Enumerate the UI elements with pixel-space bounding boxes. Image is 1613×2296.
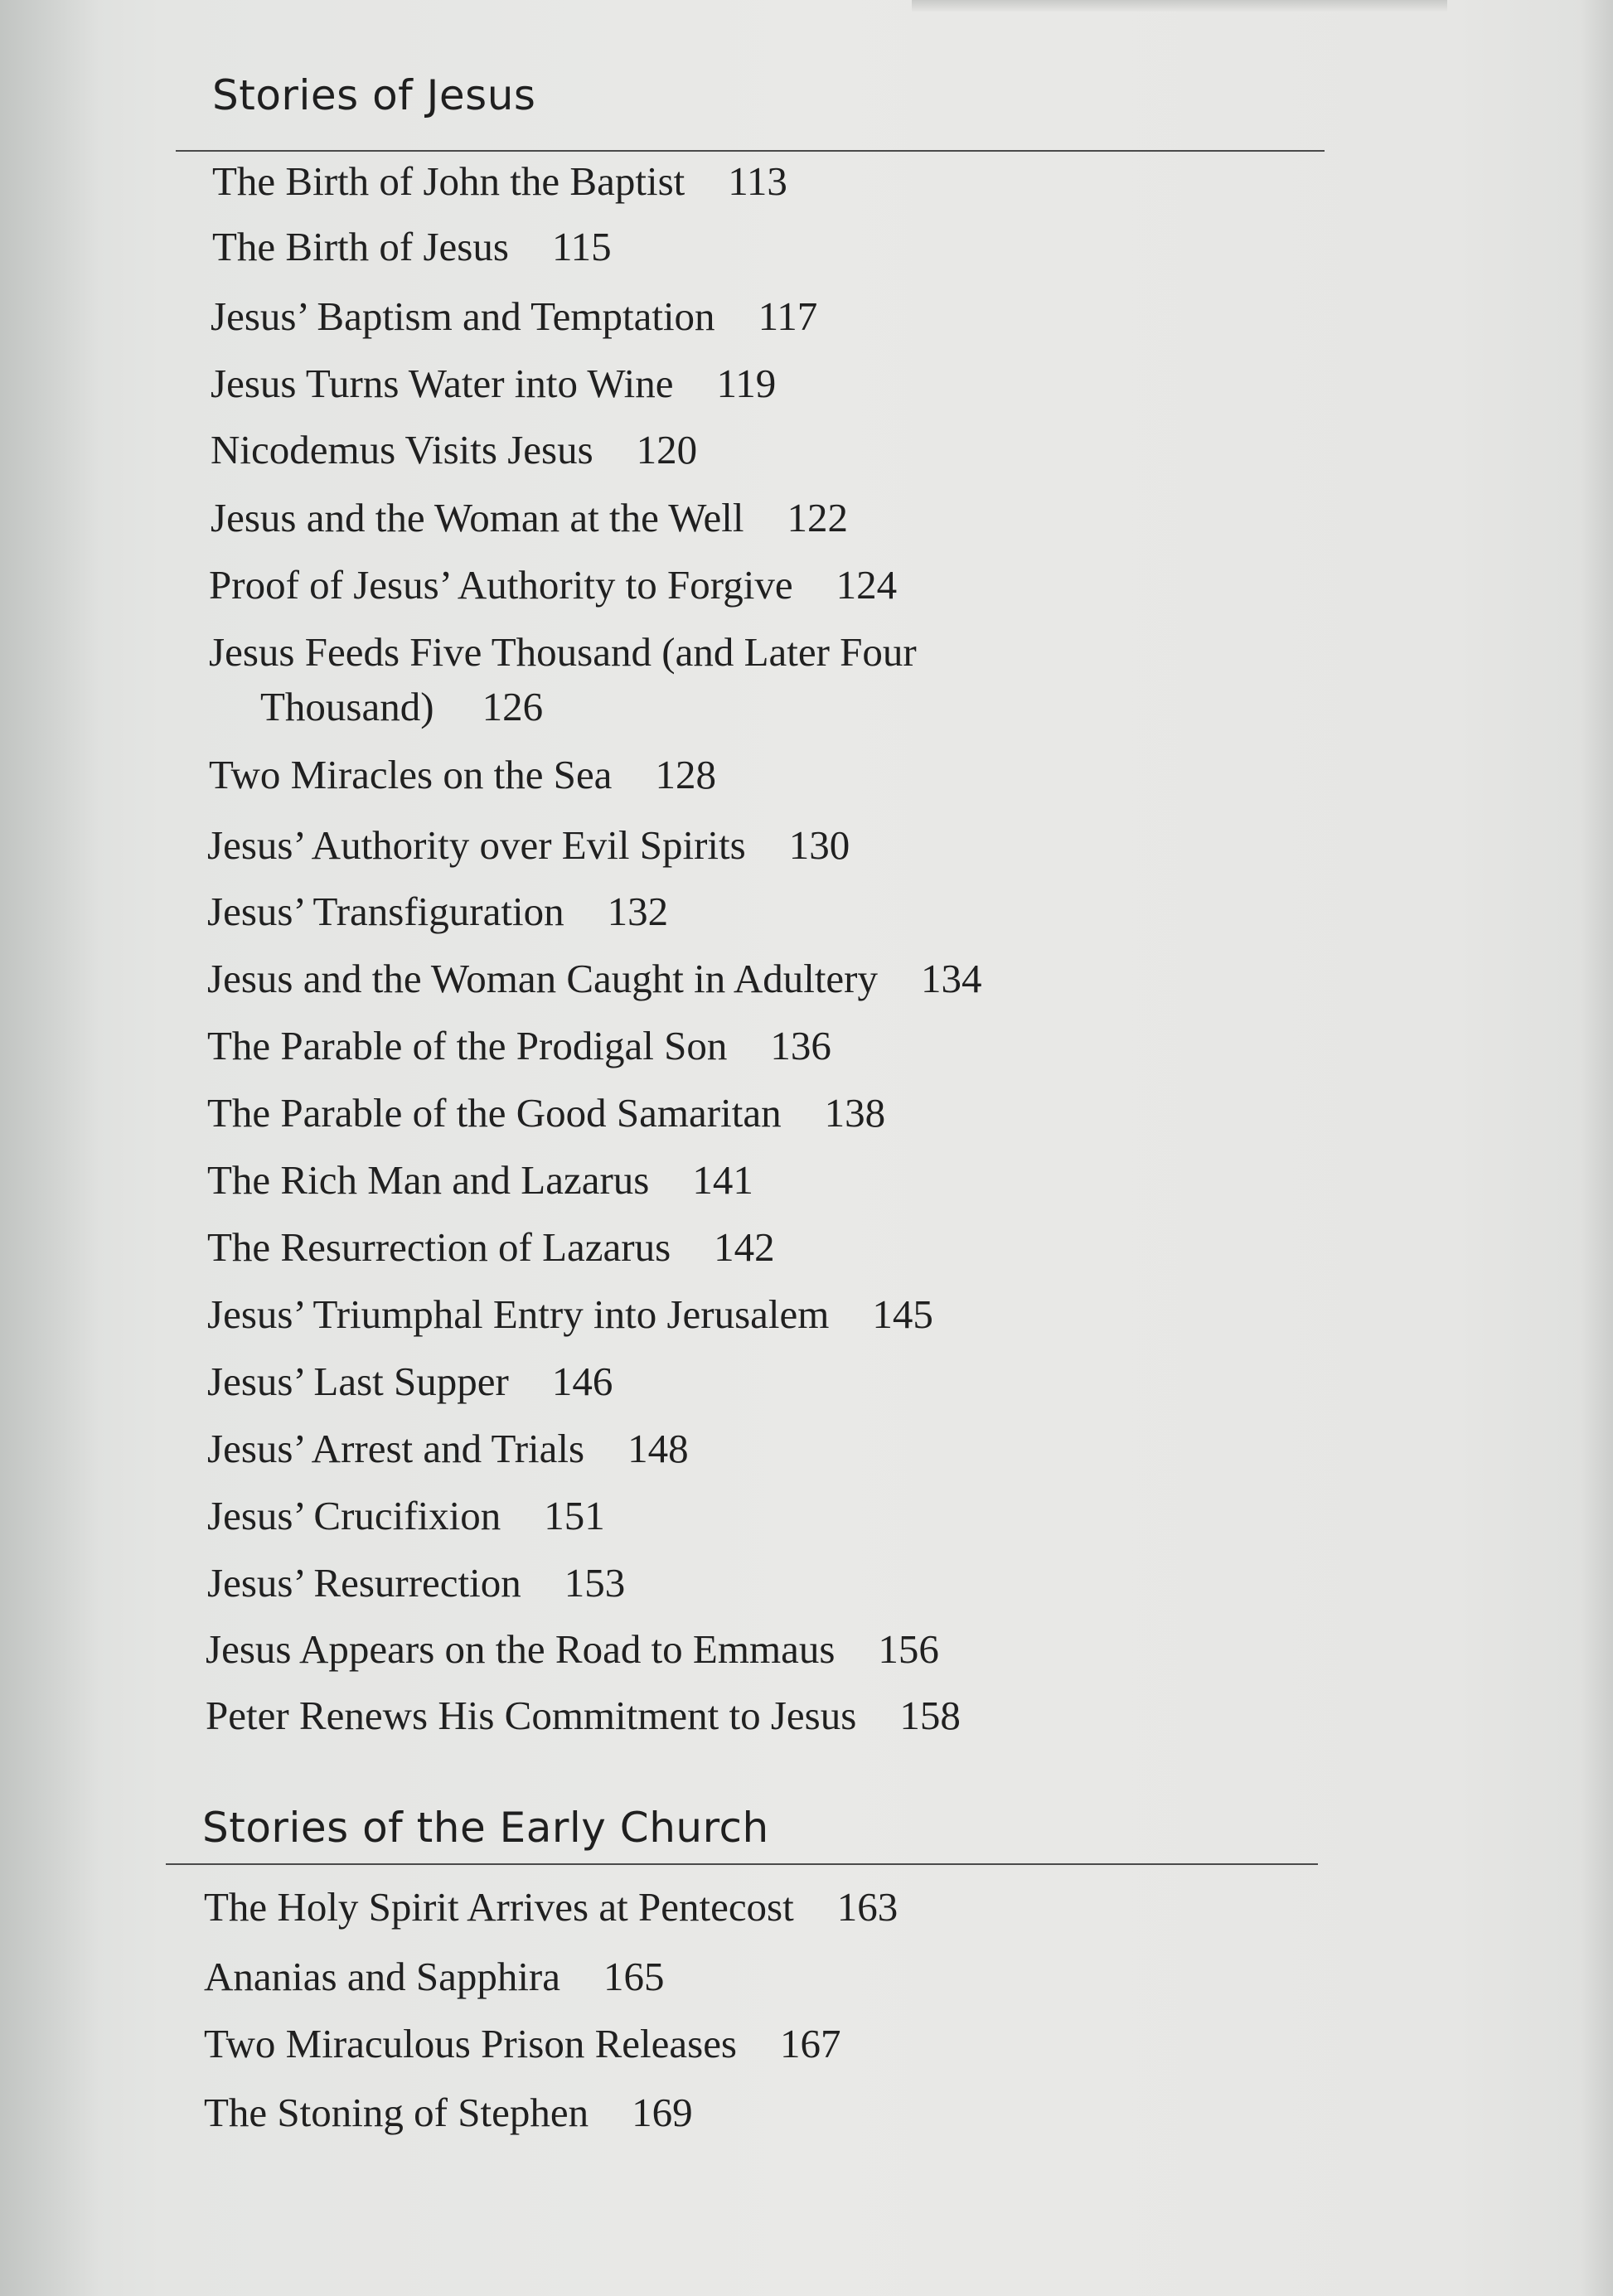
toc-entry-page: 120: [636, 427, 698, 472]
toc-entry: [209, 628, 917, 676]
toc-entry-title: The Resurrection of Lazarus: [207, 1224, 671, 1270]
toc-entry: [207, 1559, 625, 1606]
toc-entry-page: 163: [836, 1884, 899, 1930]
toc-entry-page: 165: [603, 1954, 665, 1999]
toc-entry: [204, 2020, 841, 2067]
toc-entry: [207, 1425, 689, 1472]
page-edge-shadow: [1580, 0, 1613, 2296]
toc-entry-page: 113: [728, 158, 787, 204]
toc-entry: [209, 561, 897, 608]
toc-entry-title: Two Miraculous Prison Releases: [204, 2021, 738, 2066]
toc-entry-page: 156: [878, 1626, 939, 1672]
toc-entry-title: Two Miracles on the Sea: [209, 752, 613, 797]
toc-entry-title: Jesus’ Resurrection: [207, 1560, 521, 1606]
section-heading: Stories of the Early Church: [202, 1804, 769, 1852]
toc-entry-title: The Parable of the Prodigal Son: [207, 1023, 728, 1068]
toc-entry: [212, 157, 787, 205]
toc-entry-title: Ananias and Sapphira: [204, 1954, 560, 1999]
toc-entry-title: Jesus’ Baptism and Temptation: [211, 293, 715, 339]
toc-entry-title: Jesus and the Woman at the Well: [211, 495, 744, 540]
toc-entry: [207, 1156, 753, 1204]
toc-entry-title: Jesus’ Authority over Evil Spirits: [207, 822, 746, 868]
toc-entry-page: 134: [921, 956, 982, 1001]
toc-entry-title: Jesus’ Last Supper: [207, 1359, 509, 1404]
toc-entry: [212, 223, 612, 270]
toc-entry-title: Jesus’ Crucifixion: [207, 1493, 501, 1538]
toc-entry-title: Jesus’ Transfiguration: [207, 889, 564, 934]
toc-entry: [211, 426, 697, 473]
toc-entry-page: 124: [836, 562, 898, 608]
toc-entry-page: 136: [770, 1023, 831, 1068]
toc-entry-title: Thousand): [260, 684, 434, 729]
toc-entry: [207, 1089, 885, 1136]
toc-entry-title: Proof of Jesus’ Authority to Forgive: [209, 562, 793, 608]
toc-entry-title: Jesus and the Woman Caught in Adultery: [207, 956, 879, 1001]
toc-entry-page: 146: [551, 1359, 613, 1404]
toc-entry-page: 130: [788, 822, 850, 868]
toc-entry-page: 128: [655, 752, 716, 797]
toc-entry-page: 169: [632, 2090, 693, 2135]
toc-entry-title: Jesus Turns Water into Wine: [211, 361, 674, 406]
section-rule: [166, 1863, 1318, 1865]
toc-entry-continuation: [260, 683, 543, 730]
toc-entry-page: 132: [607, 889, 669, 934]
toc-entry-page: 141: [692, 1157, 753, 1203]
toc-entry: [204, 1883, 898, 1930]
section-rule: [176, 150, 1325, 152]
toc-entry: [206, 1625, 939, 1673]
toc-entry: [207, 821, 850, 869]
toc-entry-page: 119: [716, 361, 777, 406]
toc-entry: [207, 888, 668, 935]
toc-entry: [207, 1223, 775, 1271]
toc-entry: [211, 494, 848, 541]
toc-entry-title: The Rich Man and Lazarus: [207, 1157, 650, 1203]
toc-entry-page: 153: [564, 1560, 626, 1606]
toc-entry: [207, 1291, 933, 1338]
toc-entry: [211, 293, 817, 340]
toc-entry-title: The Holy Spirit Arrives at Pentecost: [204, 1884, 794, 1930]
toc-entry-title: Jesus Appears on the Road to Emmaus: [206, 1626, 836, 1672]
toc-entry-page: 115: [551, 224, 612, 269]
toc-entry-title: The Stoning of Stephen: [204, 2090, 589, 2135]
toc-entry: [207, 1022, 831, 1069]
toc-entry-title: The Parable of the Good Samaritan: [207, 1090, 782, 1136]
toc-entry-page: 142: [714, 1224, 775, 1270]
toc-entry-title: Peter Renews His Commitment to Jesus: [206, 1693, 857, 1738]
toc-entry-title: Nicodemus Visits Jesus: [211, 427, 593, 472]
page-shadow: [0, 0, 99, 2296]
toc-entry-page: 148: [627, 1426, 689, 1471]
toc-entry-page: 167: [780, 2021, 841, 2066]
toc-entry-page: 126: [482, 684, 544, 729]
page-top-edge: [912, 0, 1447, 12]
toc-entry-page: 151: [544, 1493, 605, 1538]
toc-entry-page: 145: [872, 1291, 933, 1337]
toc-entry-title: Jesus’ Arrest and Trials: [207, 1426, 585, 1471]
toc-entry: [209, 751, 716, 798]
toc-entry: [207, 1492, 605, 1539]
toc-entry: [206, 1692, 961, 1739]
toc-entry: [211, 360, 776, 407]
toc-entry: [204, 2089, 693, 2136]
section-heading: Stories of Jesus: [212, 71, 536, 119]
toc-entry: [207, 955, 982, 1002]
toc-entry-title: The Birth of John the Baptist: [212, 158, 685, 204]
toc-entry-title: Jesus’ Triumphal Entry into Jerusalem: [207, 1291, 830, 1337]
toc-entry: [204, 1953, 665, 2000]
toc-entry: [207, 1358, 613, 1405]
toc-entry-title: Jesus Feeds Five Thousand (and Later Four: [209, 629, 917, 675]
toc-entry-page: 122: [787, 495, 849, 540]
toc-entry-title: The Birth of Jesus: [212, 224, 509, 269]
toc-entry-page: 138: [824, 1090, 886, 1136]
toc-entry-page: 158: [899, 1693, 961, 1738]
toc-entry-page: 117: [758, 293, 818, 339]
